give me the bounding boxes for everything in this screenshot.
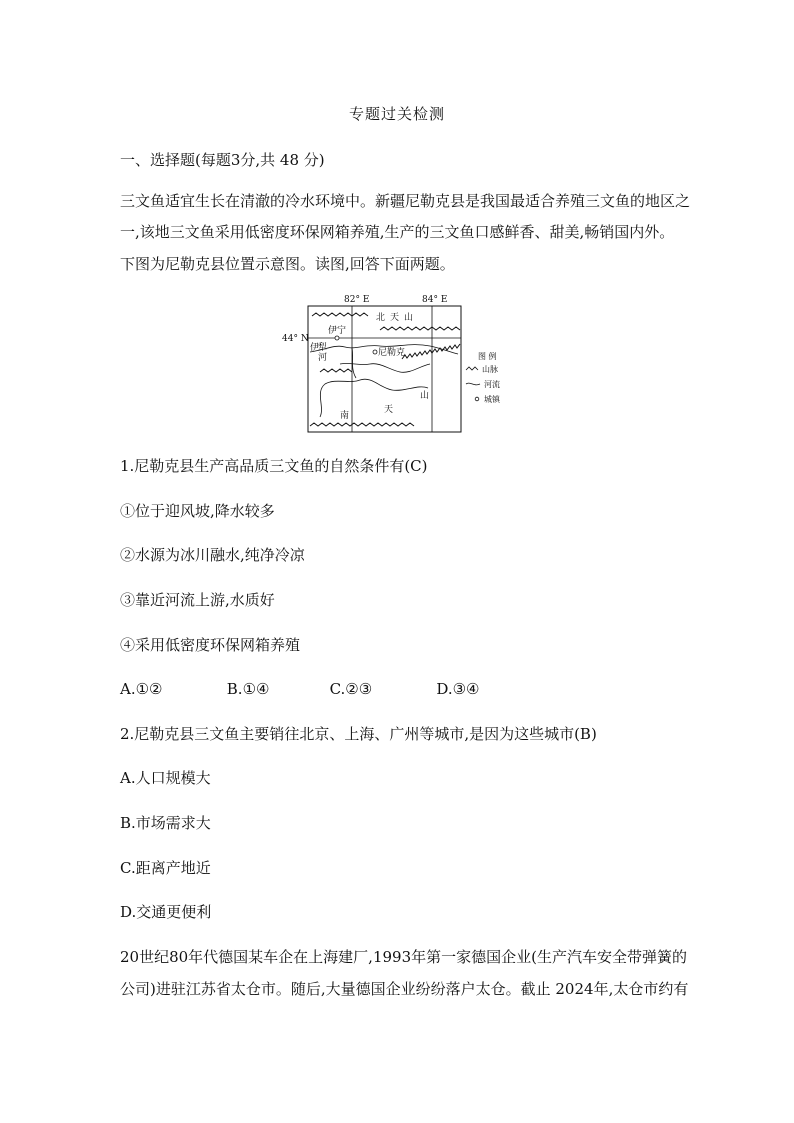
legend-town-symbol [475, 397, 479, 401]
label-north-2: 天 [390, 313, 400, 323]
q1-option-b: B.①④ [226, 680, 270, 698]
label-north-1: 北 [376, 313, 386, 323]
lon-84-label: 84° E [422, 295, 448, 305]
label-north-3: 山 [404, 313, 414, 323]
q1-statement-3: ③靠近河流上游,水质好 [120, 591, 275, 609]
mountain-north-ridge-2 [380, 327, 460, 330]
q2-stem: 2.尼勒克县三文鱼主要销往北京、上海、广州等城市,是因为这些城市(B) [120, 725, 597, 743]
q1-option-a: A.①② [120, 680, 163, 698]
legend-title: 图 例 [478, 352, 497, 361]
label-river-3: 河 [318, 353, 328, 363]
section-header: 一、选择题(每题3分,共 48 分) [120, 151, 325, 169]
lat-44-label: 44° N [282, 334, 309, 344]
intro-line-2: 一,该地三文鱼采用低密度环保网箱养殖,生产的三文鱼口感鲜香、甜美,畅销国内外。 [120, 223, 675, 241]
label-south-2: 天 [384, 405, 394, 415]
intro-line-1: 三文鱼适宜生长在清澈的冷水环境中。新疆尼勒克县是我国最适合养殖三文鱼的地区之 [120, 192, 691, 210]
label-nileke: 尼勒克 [378, 348, 406, 358]
passage2-line-2: 公司)进驻江苏省太仓市。随后,大量德国企业纷纷落户太仓。截止 2024年,太仓市约有 [120, 980, 689, 998]
nileke-marker [373, 350, 377, 354]
legend-mountain: 山脉 [482, 365, 498, 374]
label-yining: 伊宁 [328, 326, 347, 336]
location-map [280, 292, 520, 437]
q2-option-a: A.人口规模大 [120, 769, 211, 787]
mountain-south-ridge [310, 423, 414, 426]
intro-line-3: 下图为尼勒克县位置示意图。读图,回答下面两题。 [120, 255, 455, 273]
q1-options [120, 680, 480, 698]
q1-option-c: C.②③ [329, 680, 373, 698]
legend-mountain-symbol [466, 367, 478, 370]
label-river-1: 伊 [310, 343, 320, 353]
q1-statement-2: ②水源为冰川融水,纯净冷凉 [120, 546, 305, 564]
q2-option-c: C.距离产地近 [120, 859, 211, 877]
river-branch-3 [352, 348, 356, 378]
q1-statement-4: ④采用低密度环保网箱养殖 [120, 636, 301, 654]
q1-statement-1: ①位于迎风坡,降水较多 [120, 502, 275, 520]
page-title: 专题过关检测 [348, 105, 445, 123]
q2-option-b: B.市场需求大 [120, 814, 211, 832]
label-river-2: 犁 [318, 343, 328, 353]
label-south-1: 南 [340, 411, 350, 421]
lon-82-label: 82° E [344, 295, 370, 305]
mountain-north-ridge-1 [312, 313, 368, 316]
q1-stem: 1.尼勒克县生产高品质三文鱼的自然条件有(C) [120, 457, 428, 475]
legend-river: 河流 [484, 380, 500, 389]
q1-option-d: D.③④ [436, 680, 480, 698]
mountain-inner-ridge [320, 369, 352, 372]
q2-option-d: D.交通更便利 [120, 903, 212, 921]
yining-marker [335, 336, 339, 340]
label-south-3: 山 [420, 391, 430, 401]
passage2-line-1: 20世纪80年代德国某车企在上海建厂,1993年第一家德国企业(生产汽车安全带弹簧的 [120, 948, 687, 966]
legend-river-symbol [466, 383, 480, 385]
legend-town: 城镇 [484, 395, 500, 404]
river-branch-2 [320, 379, 428, 417]
